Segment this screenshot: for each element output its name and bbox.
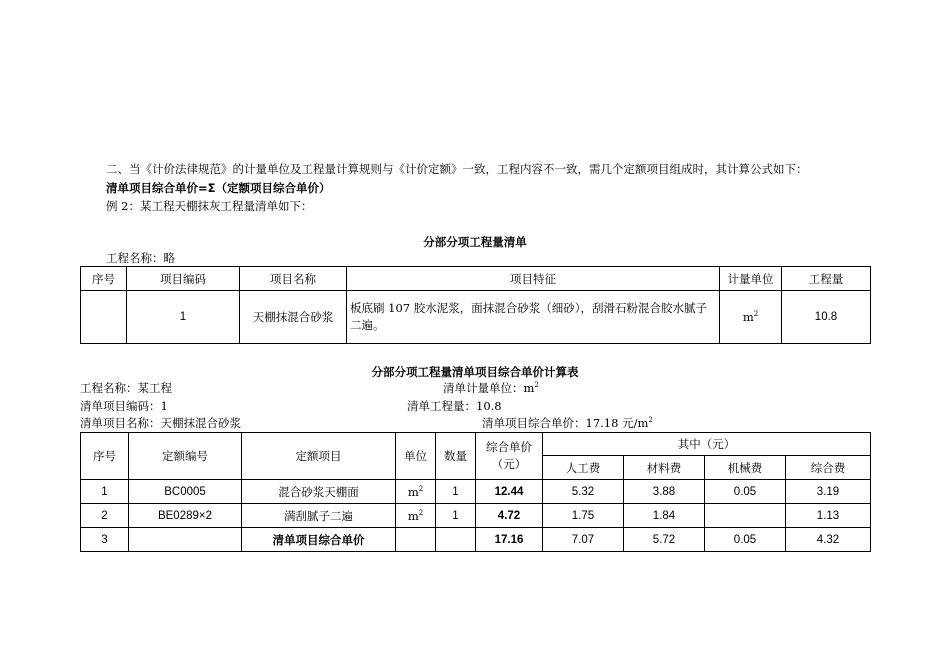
table2-project-name: 工程名称：某工程 — [80, 381, 172, 395]
table2-qty: 清单工程量：10.8 — [407, 399, 502, 413]
cell-unit: $m^2$ — [396, 504, 436, 528]
table2-unit: 清单计量单位：$m^2$ — [443, 381, 539, 395]
cell-machine: 0.05 — [705, 528, 786, 552]
cell-price: 17.16 — [476, 528, 543, 552]
header-labor: 人工费 — [543, 456, 624, 480]
cell-seq — [81, 291, 127, 344]
cell-item: 混合砂浆天棚面 — [242, 480, 396, 504]
header-price: 综合单价 （元） — [476, 433, 543, 480]
cell-overhead: 4.32 — [786, 528, 871, 552]
cell-unit: $m^2$ — [720, 291, 782, 344]
cell-material: 1.84 — [624, 504, 705, 528]
table2-item-name: 清单项目名称：天棚抹混合砂浆 — [80, 416, 241, 430]
cell-item: 清单项目综合单价 — [242, 528, 396, 552]
table1-project-name: 工程名称：略 — [106, 251, 175, 265]
header-name: 项目名称 — [240, 267, 347, 291]
table1-title: 分部分项工程量清单 — [423, 235, 527, 249]
cell-qty: 1 — [436, 504, 476, 528]
cell-feature: 板底刷 107 胶水泥浆，面抹混合砂浆（细砂），刮滑石粉混合胶水腻子二遍。 — [347, 291, 720, 344]
table-row — [81, 480, 871, 504]
intro-paragraph: 二、当《计价法律规范》的计量单位及工程量计算规则与《计价定额》一致，工程内容不一致，需几个定额项目组成时，其计算公式如下： — [106, 162, 808, 176]
cell-price: 12.44 — [476, 480, 543, 504]
table-row — [81, 504, 871, 528]
table-total-row — [81, 528, 871, 552]
cell-qty: 10.8 — [782, 291, 871, 344]
cell-code: BE0289×2 — [129, 504, 242, 528]
table2-title: 分部分项工程量清单项目综合单价计算表 — [371, 365, 579, 379]
table2-code: 清单项目编码：1 — [80, 399, 168, 413]
header-breakdown-group: 其中（元） — [543, 433, 871, 456]
cell-seq: 1 — [81, 480, 129, 504]
cell-unit: $m^2$ — [396, 480, 436, 504]
cell-labor: 1.75 — [543, 504, 624, 528]
header-feature: 项目特征 — [347, 267, 720, 291]
table-header-row — [81, 267, 871, 291]
header-code: 定额编号 — [129, 433, 242, 480]
example-line: 例 2：某工程天棚抹灰工程量清单如下： — [106, 199, 313, 213]
formula-line: 清单项目综合单价=Σ（定额项目综合单价） — [106, 181, 331, 195]
cell-code: 1 — [127, 291, 240, 344]
header-seq: 序号 — [81, 433, 129, 480]
bill-of-quantities-table — [80, 266, 871, 344]
header-material: 材料费 — [624, 456, 705, 480]
cell-machine — [705, 504, 786, 528]
header-qty: 工程量 — [782, 267, 871, 291]
cell-seq: 3 — [81, 528, 129, 552]
cell-overhead: 1.13 — [786, 504, 871, 528]
header-qty: 数量 — [436, 433, 476, 480]
cell-machine: 0.05 — [705, 480, 786, 504]
table-row — [81, 291, 871, 344]
cell-item: 满刮腻子二遍 — [242, 504, 396, 528]
header-unit: 单位 — [396, 433, 436, 480]
header-code: 项目编码 — [127, 267, 240, 291]
cell-qty: 1 — [436, 480, 476, 504]
cell-labor: 7.07 — [543, 528, 624, 552]
cell-seq: 2 — [81, 504, 129, 528]
cell-labor: 5.32 — [543, 480, 624, 504]
cell-material: 5.72 — [624, 528, 705, 552]
cell-code: BC0005 — [129, 480, 242, 504]
cell-name: 天棚抹混合砂浆 — [240, 291, 347, 344]
header-machine: 机械费 — [705, 456, 786, 480]
cell-overhead: 3.19 — [786, 480, 871, 504]
cell-unit — [396, 528, 436, 552]
cell-material: 3.88 — [624, 480, 705, 504]
header-unit: 计量单位 — [720, 267, 782, 291]
unit-price-calculation-table — [80, 432, 871, 552]
cell-qty — [436, 528, 476, 552]
header-item: 定额项目 — [242, 433, 396, 480]
header-overhead: 综合费 — [786, 456, 871, 480]
table2-unit-price: 清单项目综合单价：17.18 元$/m^2$ — [482, 416, 653, 430]
cell-code — [129, 528, 242, 552]
header-seq: 序号 — [81, 267, 127, 291]
cell-price: 4.72 — [476, 504, 543, 528]
table-header-row — [81, 433, 871, 456]
